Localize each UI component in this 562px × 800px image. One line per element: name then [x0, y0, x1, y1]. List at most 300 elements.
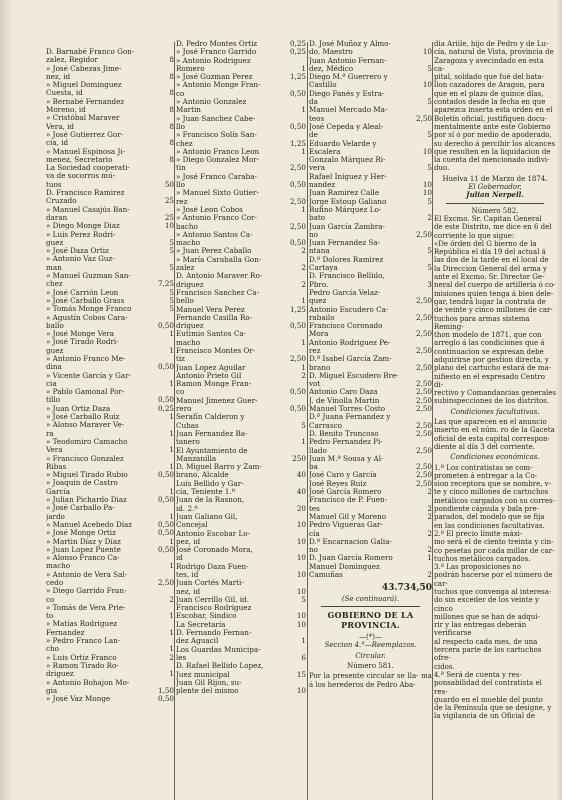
entry-name: rabailo	[309, 313, 335, 322]
entry-name: D.ª Isabel García Zam-	[309, 355, 392, 364]
entry-name: » José Carrión Leon	[46, 288, 119, 297]
entry-amount: 1	[169, 561, 174, 571]
list-item	[309, 140, 432, 148]
text-line: te y cinco millones de cartuchos	[434, 488, 549, 497]
entry-amount: 25	[164, 196, 174, 206]
entry-name: man	[46, 263, 62, 272]
entry-amount: 1	[301, 105, 306, 115]
list-item	[176, 40, 306, 48]
entry-amount: 2,50	[415, 296, 432, 306]
list-item	[46, 504, 174, 512]
entry-name: dina	[46, 363, 62, 372]
entry-amount: 2,50	[415, 387, 432, 397]
list-item	[176, 65, 306, 73]
entry-name: nez, id	[46, 72, 71, 81]
list-item	[309, 148, 432, 156]
list-item	[309, 289, 432, 297]
list-item	[176, 563, 306, 571]
entry-name: cho	[46, 645, 59, 654]
entry-name: Ribas	[46, 462, 67, 471]
list-item	[309, 521, 432, 529]
list-item	[309, 106, 432, 114]
entry-name: driguez	[46, 670, 74, 679]
list-item	[46, 372, 174, 380]
text-line: 2.ª El precio límite máxi-	[434, 529, 523, 538]
list-item	[176, 413, 306, 421]
entry-name: D. Francisco Bellido,	[309, 272, 385, 281]
list-item	[176, 397, 306, 405]
entry-amount: 1	[301, 636, 306, 646]
entry-name: llo	[176, 122, 185, 131]
entry-name: Romero	[176, 64, 205, 73]
list-item	[176, 679, 306, 687]
list-item	[46, 114, 174, 122]
column-rule	[307, 42, 308, 800]
text-line: ante el Excmo. Sr. Director Ge-	[434, 273, 545, 282]
entry-name: de	[309, 131, 318, 140]
entry-amount: 2,50	[415, 312, 432, 322]
entry-amount: 2	[169, 652, 174, 662]
list-item	[46, 546, 174, 554]
entry-amount: 2,50	[289, 163, 306, 173]
text-line: tuchos que convenga al interesa-	[434, 588, 552, 596]
list-item	[176, 364, 306, 372]
entry-name: D. Rafael Bellido Lopez,	[176, 662, 264, 671]
entry-name: » Antonio Bohajon Mo-	[46, 678, 130, 687]
entry-amount: 10	[296, 686, 306, 696]
list-item	[46, 123, 174, 131]
entry-name: Juan Fernandez Ba-	[176, 429, 248, 438]
column-2	[176, 0, 306, 800]
list-item	[46, 513, 174, 521]
entry-name: Juan Fernandez Sa-	[309, 239, 381, 248]
governor-title: El Gobernador,	[468, 183, 522, 192]
entry-name: ballo	[46, 321, 64, 330]
entry-name: » Antonio Franco Leon	[176, 147, 260, 156]
entry-name: driguez	[176, 322, 204, 331]
list-item	[46, 430, 174, 438]
list-item	[176, 223, 306, 231]
entry-amount: 2	[427, 511, 432, 521]
text-line: continuacion se expresan debe	[434, 347, 544, 356]
entry-amount: 2	[301, 279, 306, 289]
entry-name: Pedro García Velaz-	[309, 288, 381, 297]
entry-name: Manuel Mercado Ma-	[309, 106, 388, 115]
entry-name: El Ayuntamiento de	[176, 446, 248, 455]
list-item	[46, 413, 174, 421]
entry-name: » Tomás Monge Franco	[46, 305, 132, 314]
entry-amount: 2	[427, 487, 432, 497]
entry-amount: 2,50	[289, 354, 306, 364]
entry-name: Cuesta, id	[46, 89, 83, 98]
list-item	[176, 380, 306, 388]
entry-amount: 8	[169, 105, 174, 115]
entry-amount: 0,50	[289, 321, 306, 331]
entry-name: » José Monge Vera	[46, 330, 115, 339]
text-line: arreglo á las condiciones que á	[434, 339, 545, 348]
entry-name: no	[309, 546, 318, 555]
entry-amount: 0,50	[157, 320, 174, 330]
entry-amount: 1	[169, 486, 174, 496]
list-item	[46, 463, 174, 471]
entry-name: » José Carballo Grass	[46, 296, 125, 305]
list-item	[176, 306, 306, 314]
list-item	[309, 422, 432, 430]
list-item	[176, 405, 306, 413]
list-item	[46, 272, 174, 280]
entry-name: » Cristóbal Maraver	[46, 114, 120, 123]
list-item	[309, 554, 432, 562]
entry-amount: 2,50	[415, 445, 432, 455]
entry-name: Camuñas	[309, 571, 343, 579]
entry-name: Fernando Casilla Ro-	[176, 313, 253, 322]
entry-name: » Manuel Casajús Ban-	[46, 205, 130, 214]
entry-amount: 0,50	[289, 88, 306, 98]
list-item	[46, 629, 174, 637]
text-line: «De órden del G bierno de la	[434, 239, 537, 248]
list-item	[309, 430, 432, 438]
entry-name: José García Romero	[309, 488, 382, 497]
list-item	[46, 405, 174, 413]
column-3-list	[309, 40, 432, 579]
list-item	[309, 214, 432, 222]
text-line: corriente lo que sigue:	[434, 231, 515, 240]
list-item	[46, 297, 174, 305]
entry-amount: 2	[427, 503, 432, 513]
entry-amount: 0,50	[157, 395, 174, 405]
entry-amount: 0,50	[157, 694, 174, 704]
entry-name: llado	[309, 446, 327, 455]
entry-name: Martin	[176, 106, 201, 115]
entry-name: D. Juan García Romero	[309, 554, 393, 563]
list-item	[176, 272, 306, 280]
text-line: neral del cuerpo de artillería ó co-	[434, 281, 556, 290]
entry-name: » Miguel Dominguez	[46, 81, 122, 90]
entry-amount: 2	[427, 528, 432, 538]
entry-name: » Manuel Acebedo Díaz	[46, 520, 133, 529]
entry-name: » Tomás de Vera Prie-	[46, 603, 126, 612]
entry-amount: 2	[301, 246, 306, 256]
entry-amount: 5	[427, 263, 432, 273]
list-item	[309, 40, 432, 48]
list-item	[176, 521, 306, 529]
list-item	[46, 662, 174, 670]
entry-name: Cruzado	[46, 197, 77, 206]
entry-amount: 2	[169, 594, 174, 604]
entry-name: » Ramon Tirado Ro-	[46, 661, 119, 670]
entry-amount: 1	[169, 428, 174, 438]
list-item	[46, 131, 174, 139]
entry-name: driguez	[176, 280, 204, 289]
list-item	[309, 272, 432, 280]
list-item	[46, 106, 174, 114]
text-line: las dos de la tarde en el local de	[434, 256, 549, 265]
list-item	[46, 264, 174, 272]
entry-name: Eduardo Velarde y	[309, 139, 377, 148]
entry-amount: 1	[301, 437, 306, 447]
entry-amount: 8	[169, 55, 174, 65]
list-item	[309, 563, 432, 571]
entry-name: tiz	[176, 355, 185, 364]
list-item	[46, 479, 174, 487]
text-line: contados desde la fecha en que	[434, 98, 546, 107]
entry-amount: 2	[427, 570, 432, 579]
list-item	[176, 322, 306, 330]
list-item	[176, 198, 306, 206]
list-item	[176, 330, 306, 338]
entry-name: Diego Fanés y Estra-	[309, 89, 385, 98]
list-item	[46, 695, 174, 703]
list-item	[176, 206, 306, 214]
list-item	[309, 131, 432, 139]
list-item	[309, 297, 432, 305]
list-item	[176, 73, 306, 81]
entry-amount: 2	[427, 545, 432, 555]
list-item	[46, 56, 174, 64]
list-item	[176, 148, 306, 156]
entry-name: Concejal	[176, 521, 208, 530]
list-item	[176, 347, 306, 355]
entry-name: » María Caraballa Gon-	[176, 255, 262, 264]
list-item	[46, 314, 174, 322]
entry-amount: 0,50	[289, 180, 306, 190]
text-line: tuchos metálicos cargados.	[434, 554, 531, 563]
list-item	[46, 596, 174, 604]
entry-name: tanero	[176, 438, 200, 447]
list-item	[176, 131, 306, 139]
entry-name: José Cepeda y Aleal-	[309, 122, 384, 131]
entry-name: » José Monge Ortiz	[46, 529, 116, 538]
entry-name: Manzanilla	[176, 454, 217, 463]
text-line: plano del cartucho estará de ma-	[434, 364, 552, 373]
list-item	[176, 214, 306, 222]
entry-amount: 0,50	[157, 362, 174, 372]
entry-name: » Diego Gonzalez Mor-	[176, 156, 260, 165]
list-item	[309, 463, 432, 471]
text-line: Zaragoza y avecindado en esta ca-	[434, 56, 544, 73]
list-item	[176, 281, 306, 289]
list-item	[176, 480, 306, 488]
entry-name: no	[309, 230, 318, 239]
entry-amount: 2,50	[415, 462, 432, 472]
notice-paragraph: Por la presente circular se lla- ma á los herederos de Pedro Aba-	[309, 672, 432, 689]
text-line: pital, soldado que fué del bata-	[434, 73, 544, 82]
list-item	[46, 363, 174, 371]
entry-amount: 0,25	[289, 39, 306, 48]
list-item	[176, 496, 306, 504]
entry-amount: 0,50	[157, 519, 174, 529]
entry-name: do, Maestro	[309, 48, 353, 57]
list-item	[46, 280, 174, 288]
text-line: cía, natural de Vista, provincia de	[434, 48, 554, 57]
notice-body-2	[434, 418, 556, 451]
entry-name: » Alonso Maraver Ve-	[46, 421, 125, 430]
list-item	[46, 255, 174, 263]
list-item	[176, 612, 306, 620]
entry-amount: 25	[164, 212, 174, 222]
entry-amount: 5	[169, 287, 174, 297]
text-line: oficial de esta capital correspon-	[434, 434, 550, 443]
entry-amount: 10	[296, 536, 306, 546]
entry-name: » Francisco Solís San-	[176, 131, 257, 140]
list-item	[46, 380, 174, 388]
section-subheading: Seccion 4.ª—Reemplazos.	[324, 641, 417, 650]
list-item	[309, 156, 432, 164]
entry-name: Pedro Fernandez Pi-	[309, 438, 383, 447]
entry-name: Pedro Vigueras Gar-	[309, 521, 383, 530]
entry-name: Vera, id	[46, 122, 74, 131]
list-item	[46, 330, 174, 338]
entry-amount: 5	[169, 262, 174, 272]
entry-name: Juan M.ª Sousa y Al-	[309, 454, 384, 463]
entry-name: » Juan Ortiz Daza	[46, 404, 111, 413]
list-item	[46, 181, 174, 189]
entry-amount: 0,25	[289, 47, 306, 57]
list-item	[309, 480, 432, 488]
list-item	[46, 305, 174, 313]
list-item	[176, 604, 306, 612]
list-item	[309, 306, 432, 314]
list-item	[176, 256, 306, 264]
list-item	[46, 222, 174, 230]
entry-name: Castillo	[309, 81, 337, 90]
text-line: llon cazadores de Aragon, para	[434, 81, 545, 90]
text-line: pondiente cápsula y bala pre-	[434, 505, 539, 514]
entry-name: nandez	[309, 181, 336, 190]
entry-name: Francisco de P. Fuen-	[309, 496, 388, 505]
entry-amount: 10	[296, 520, 306, 530]
entry-name: zalez	[176, 264, 195, 273]
text-line: prometen á entregar a la Co-	[434, 471, 538, 480]
entry-name: tin	[176, 164, 186, 173]
list-item	[176, 189, 306, 197]
list-item	[46, 247, 174, 255]
list-item	[309, 438, 432, 446]
entry-amount: 10	[422, 188, 432, 198]
list-item	[309, 256, 432, 264]
entry-name: bello	[176, 297, 194, 306]
entry-amount: 2,50	[415, 478, 432, 488]
notice-number: Número 581.	[347, 662, 394, 671]
entry-name: dez, Médico	[309, 64, 354, 73]
entry-name: Juan de la Rasnon,	[176, 496, 245, 505]
entry-amount: 0,50	[157, 528, 174, 538]
text-line: do sin exceder de los veinte y cinco	[434, 596, 539, 613]
list-item	[176, 181, 306, 189]
list-item	[46, 438, 174, 446]
entry-name: » José Daza Ortiz	[46, 247, 109, 256]
divider	[321, 606, 420, 607]
notice-date: Huelva 11 de Marzo de 1874.	[442, 174, 548, 183]
entry-name: » José Vaz Monge	[46, 695, 111, 704]
entry-amount: 8	[169, 71, 174, 81]
entry-amount: 5	[427, 63, 432, 73]
list-item	[176, 372, 306, 380]
list-item	[176, 388, 306, 396]
entry-amount: 0,50	[289, 238, 306, 248]
column-1	[46, 0, 174, 800]
entry-name: jardo	[46, 512, 65, 521]
text-line: la vigilancia de un Oficial de	[434, 712, 535, 721]
continued-note: (Se continuará).	[341, 595, 400, 604]
entry-name: Antonio Escobar Lo-	[176, 529, 250, 538]
entry-name: Antonio Prieto Gil	[176, 371, 242, 380]
list-item	[176, 48, 306, 56]
entry-name: » Diego Monge Diaz	[46, 222, 120, 231]
list-item	[176, 438, 306, 446]
list-item	[309, 513, 432, 521]
entry-amount: 1	[301, 362, 306, 372]
list-item	[176, 455, 306, 463]
list-item	[46, 587, 174, 595]
notice-number-582: Número 582.	[471, 206, 519, 215]
list-item	[309, 164, 432, 172]
entry-amount: 2,50	[415, 229, 432, 239]
entry-name: » Antonio Gonzalez	[176, 98, 247, 107]
list-item	[46, 89, 174, 97]
entry-amount: 6	[301, 652, 306, 662]
text-line: su derecho á percibir los alcances	[434, 139, 556, 148]
entry-name: Mora	[309, 330, 329, 339]
entry-amount: 1,25	[289, 72, 306, 82]
entry-name: guez	[46, 346, 64, 355]
list-item	[309, 546, 432, 554]
list-item	[46, 396, 174, 404]
list-item	[46, 206, 174, 214]
list-item	[176, 447, 306, 455]
list-item	[309, 73, 432, 81]
entry-name: gia	[46, 686, 58, 695]
list-item	[176, 621, 306, 629]
entry-name: zalez, Regidor	[46, 56, 98, 65]
list-item	[176, 579, 306, 587]
list-item	[309, 355, 432, 363]
list-item	[176, 247, 306, 255]
list-item	[176, 314, 306, 322]
list-item	[46, 322, 174, 330]
entry-name: rez	[176, 197, 188, 206]
list-item	[309, 322, 432, 330]
entry-amount: 2,50	[415, 404, 432, 414]
notice-body	[434, 215, 556, 406]
entry-amount: 1	[301, 63, 306, 73]
entry-name: va de socorros mú-	[46, 172, 116, 181]
column-rule	[432, 42, 433, 800]
entry-name: les	[176, 653, 187, 662]
list-item	[46, 164, 174, 172]
entry-name: Juan Ramirez Calle	[309, 189, 380, 198]
entry-name: Cubas	[176, 421, 199, 430]
column-4	[434, 0, 556, 800]
list-item	[309, 505, 432, 513]
entry-name: La Secretaría	[176, 620, 226, 629]
entry-name: Jorge Estoup Galiano	[309, 197, 387, 206]
entry-name: macho	[46, 562, 71, 571]
text-line: rir y las entregas deberán verificarse	[434, 621, 527, 638]
list-item	[309, 388, 432, 396]
entry-name: » Diego Garrido Fran-	[46, 587, 127, 596]
list-item	[309, 347, 432, 355]
entry-name: Cartaya	[309, 264, 338, 273]
entry-name: José Coronado Mora,	[176, 546, 253, 555]
text-line: metálicos cargados con su corres-	[434, 496, 555, 505]
list-item	[309, 530, 432, 538]
entry-amount: 0,50	[289, 404, 306, 414]
text-line: co pesetas por cada millar de car-	[434, 546, 555, 555]
list-item	[309, 48, 432, 56]
list-item	[309, 281, 432, 289]
list-item	[176, 422, 306, 430]
